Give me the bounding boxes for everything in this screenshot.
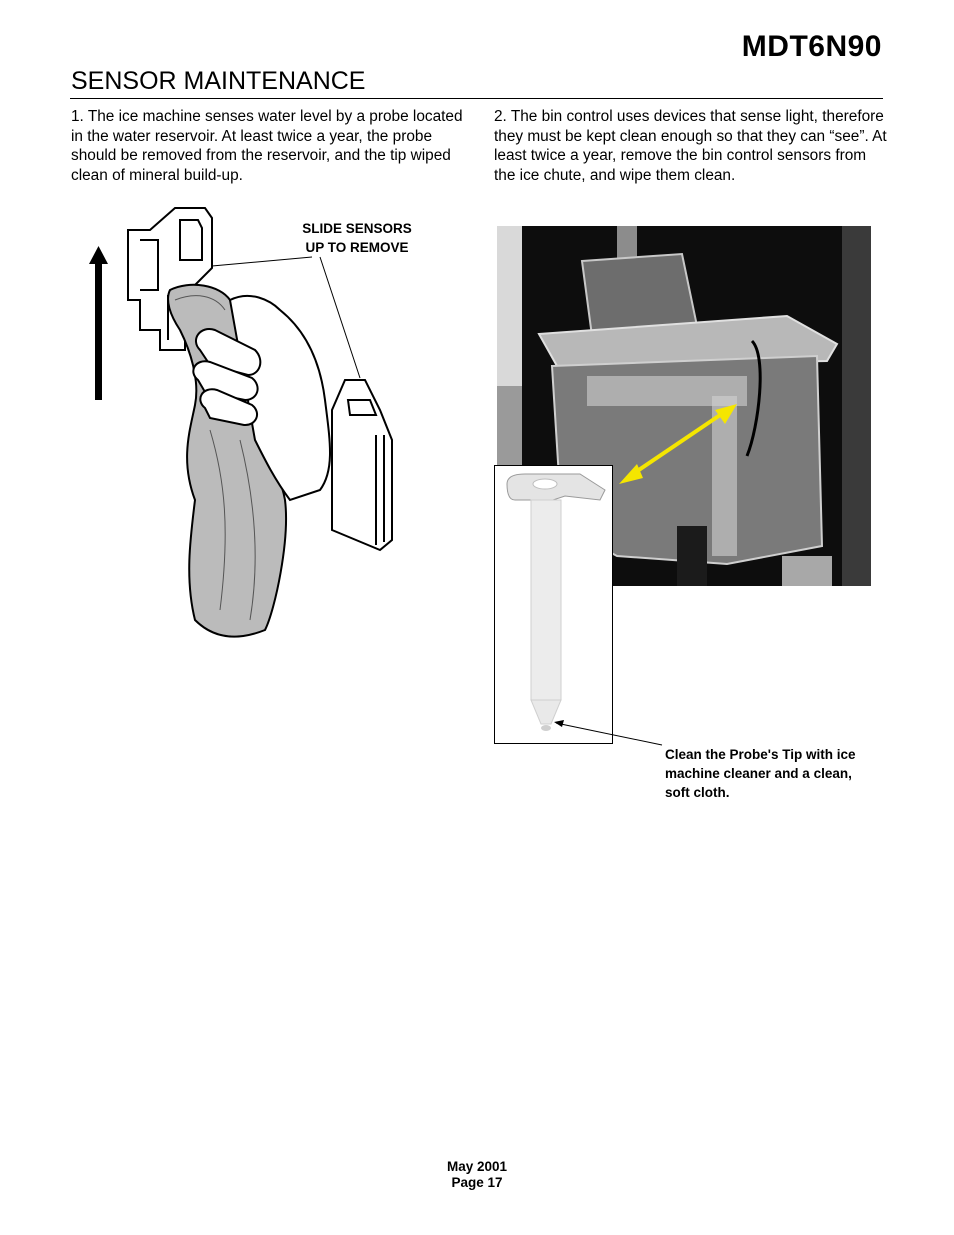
sensor-bracket-bottom	[332, 380, 392, 550]
callout-line: Clean the Probe's Tip with ice	[665, 747, 856, 762]
up-arrow-icon	[89, 246, 108, 400]
sensor-wipe-illustration	[80, 200, 420, 640]
footer-page-number: Page 17	[451, 1175, 503, 1190]
callout-line: soft cloth.	[665, 785, 730, 800]
slide-sensors-callout	[283, 219, 431, 257]
model-number: MDT6N90	[741, 30, 882, 63]
section-title: SENSOR MAINTENANCE	[71, 67, 366, 95]
left-paragraph: 1. The ice machine senses water level by a probe located in the water reservoir. At least twice a year, the probe should be removed from the reservoir, and the tip wiped clean of mineral build-up.	[71, 108, 463, 184]
right-paragraph: 2. The bin control uses devices that sense light, therefore they must be kept clean enough so that they can “see”. At least twice a year, remove the bin control sensors from the ice chute, and wipe them clean.	[494, 108, 887, 184]
probe-callout-leader	[550, 715, 670, 755]
callout-line: UP TO REMOVE	[305, 240, 409, 255]
header-divider	[70, 98, 883, 99]
clean-probe-callout	[665, 745, 895, 802]
probe-illustration	[495, 466, 612, 743]
probe-inset-image	[494, 465, 613, 744]
footer-date: May 2001	[446, 1159, 508, 1174]
callout-line: SLIDE SENSORS	[302, 221, 412, 236]
callout-line: machine cleaner and a clean,	[665, 766, 852, 781]
